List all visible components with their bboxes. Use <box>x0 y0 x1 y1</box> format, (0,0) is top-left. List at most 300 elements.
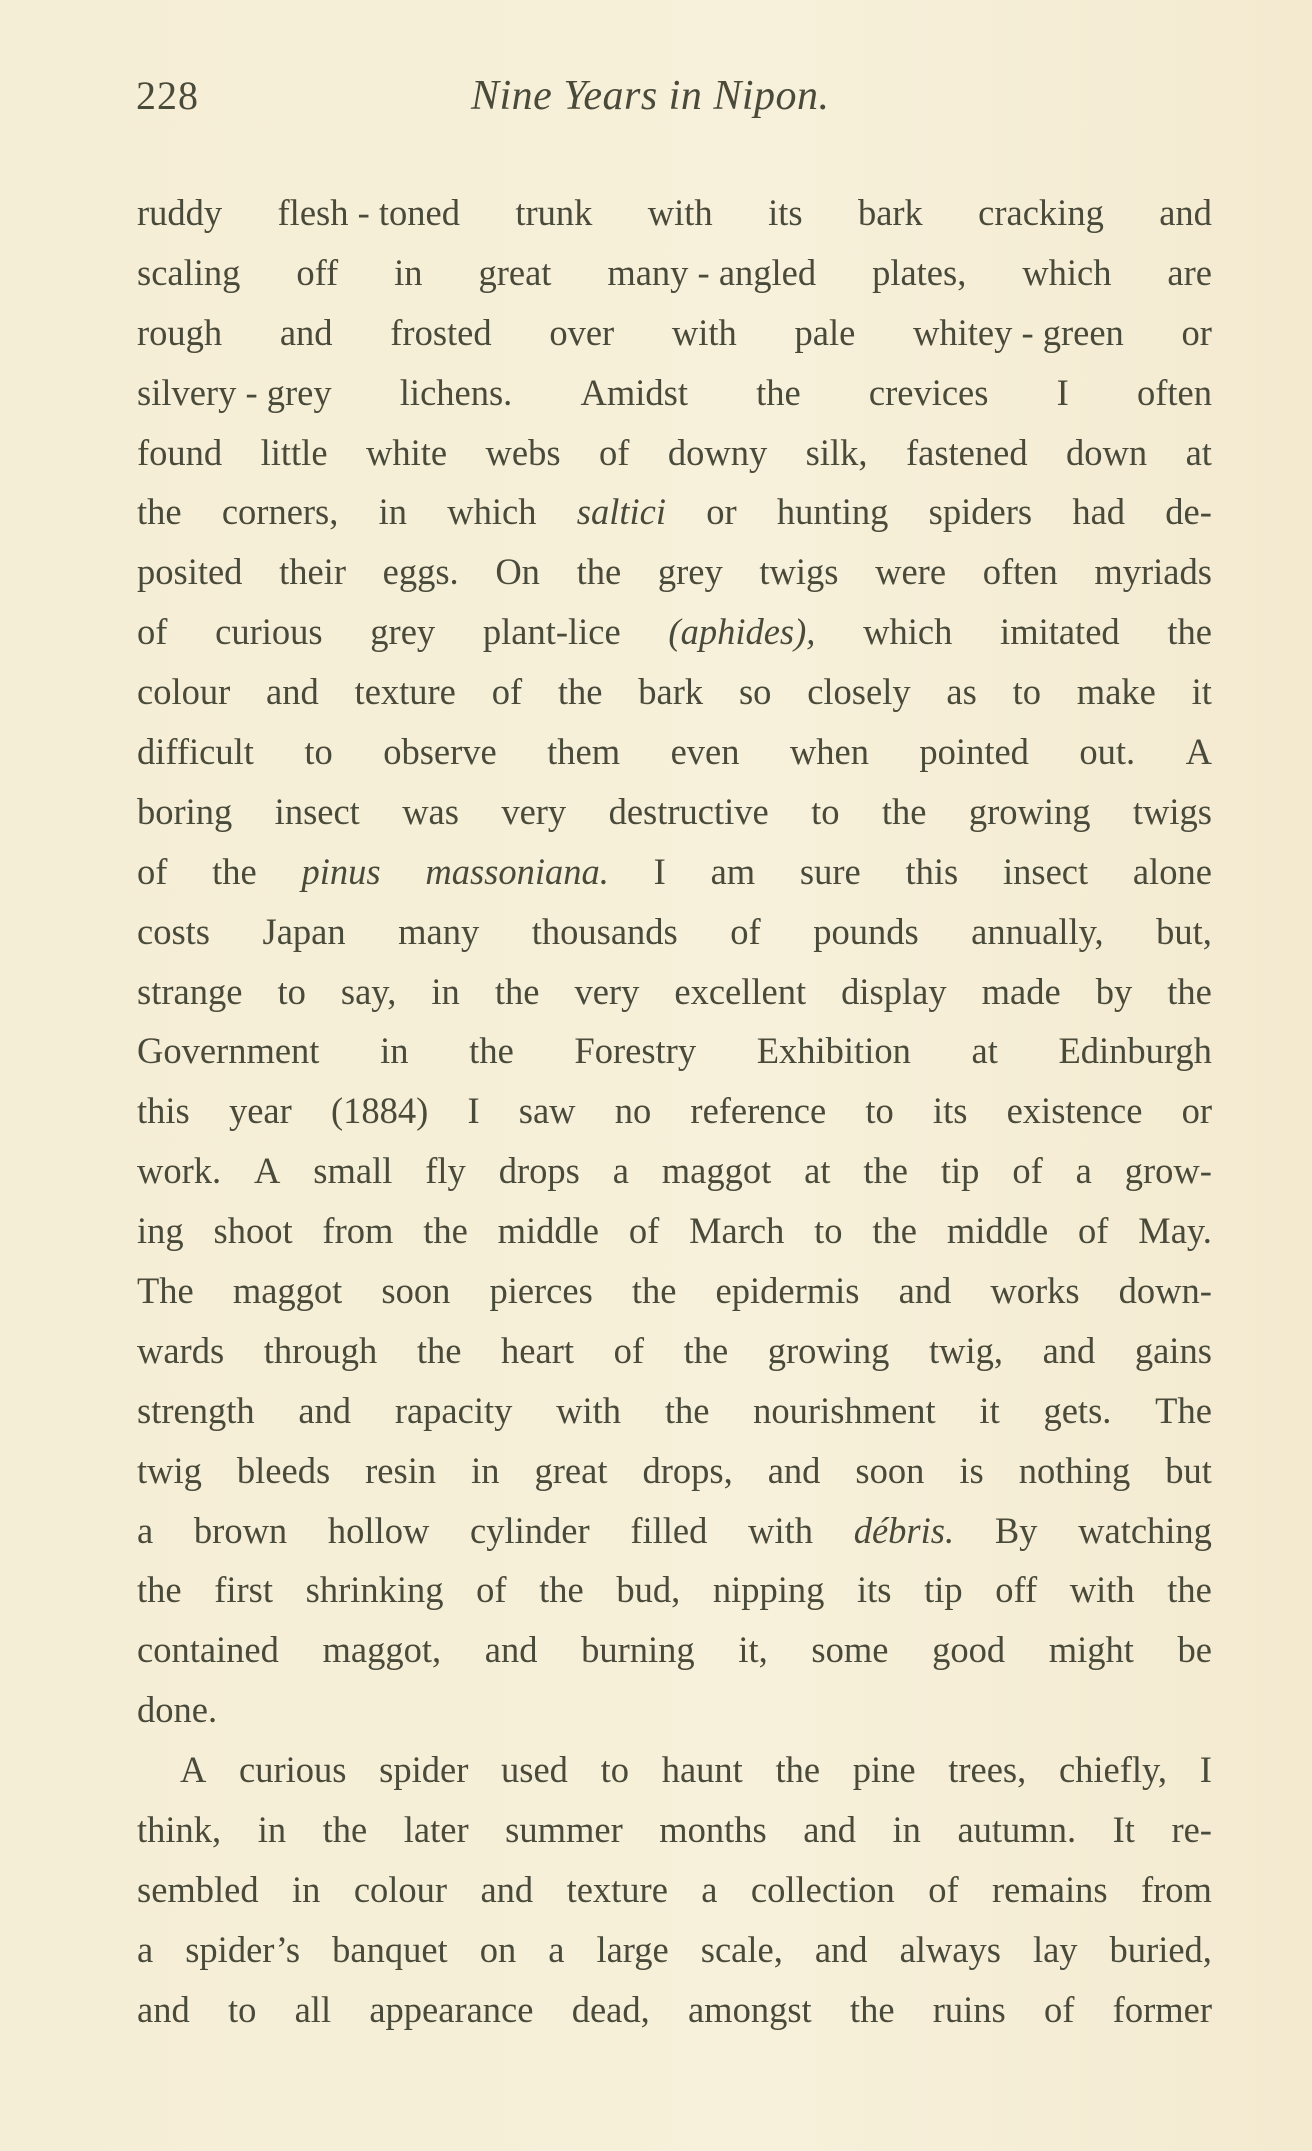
word: its <box>768 192 803 233</box>
word: its <box>932 1090 968 1132</box>
word: saltici <box>576 491 666 533</box>
word: little <box>260 431 328 473</box>
text-line <box>137 243 1212 303</box>
word: in <box>431 970 460 1012</box>
word: maggot, <box>322 1629 442 1671</box>
word: their <box>279 551 346 593</box>
word: soon <box>381 1270 451 1312</box>
word: a <box>1075 1150 1092 1192</box>
word: the <box>322 1809 368 1851</box>
word: imitated <box>1000 611 1120 653</box>
word: insect <box>274 790 360 832</box>
word: plates, <box>872 251 967 293</box>
word: watching <box>1078 1509 1212 1551</box>
word: a <box>701 1868 718 1910</box>
word: down- <box>1118 1270 1212 1312</box>
word: of <box>1078 1210 1109 1252</box>
word: are <box>1167 251 1212 293</box>
word: say, <box>340 970 397 1012</box>
word: (1884) <box>330 1090 429 1132</box>
word: drops, <box>642 1449 733 1491</box>
word: grow- <box>1124 1150 1212 1192</box>
word: with <box>748 1509 813 1551</box>
word: but <box>1165 1449 1212 1491</box>
text-line <box>137 842 1212 902</box>
word: which <box>1022 251 1112 293</box>
word: banquet <box>332 1928 448 1970</box>
word: display <box>841 970 947 1012</box>
word: had <box>1072 491 1126 533</box>
word: bark <box>857 192 923 233</box>
word: pale <box>794 311 856 353</box>
word: thousands <box>531 910 678 952</box>
word: was <box>402 790 459 832</box>
text-line <box>137 662 1212 722</box>
word: spiders <box>928 491 1033 533</box>
word: the <box>494 970 540 1012</box>
word: to <box>814 1210 843 1252</box>
word: and <box>137 1988 190 2030</box>
word: existence <box>1006 1090 1143 1132</box>
text-line <box>137 1680 1212 1740</box>
word: its <box>856 1569 892 1611</box>
word: and <box>484 1629 538 1671</box>
word: when <box>789 731 869 773</box>
word: I <box>653 850 666 892</box>
text-line <box>137 902 1212 962</box>
word: to <box>277 970 306 1012</box>
word: and <box>298 1389 352 1431</box>
word: them <box>547 731 621 773</box>
word: webs <box>485 431 561 473</box>
word: even <box>670 731 740 773</box>
word: autumn. <box>957 1809 1077 1851</box>
text-line <box>137 1740 1212 1800</box>
word: the <box>683 1329 729 1371</box>
word: re- <box>1171 1809 1212 1851</box>
text-line <box>137 1081 1212 1141</box>
word: white <box>365 431 448 473</box>
word: with <box>1069 1569 1135 1611</box>
word: rough <box>137 311 223 353</box>
word: summer <box>505 1809 623 1851</box>
word: from <box>322 1210 394 1252</box>
word: be <box>1177 1629 1212 1671</box>
word: appearance <box>369 1988 534 2030</box>
word: which <box>447 491 537 533</box>
word: of <box>928 1868 959 1910</box>
word: cracking <box>978 192 1104 233</box>
text-line <box>137 602 1212 662</box>
word: remains <box>992 1868 1108 1910</box>
word: it <box>979 1389 1000 1431</box>
word: and <box>803 1809 856 1851</box>
text-line <box>137 183 1212 243</box>
word: rapacity <box>394 1389 513 1431</box>
word: Japan <box>262 910 346 952</box>
text-line <box>137 1021 1212 1081</box>
word: annually, <box>971 910 1104 952</box>
word: the <box>469 1030 514 1072</box>
word: insect <box>1002 850 1089 892</box>
word: to <box>1012 671 1041 713</box>
word: downy <box>667 431 768 473</box>
word: through <box>263 1329 378 1371</box>
word: or <box>706 491 737 533</box>
word: the <box>863 1150 908 1192</box>
word: so <box>738 671 772 713</box>
word: in <box>380 1030 409 1072</box>
word: to <box>304 731 333 773</box>
text-line <box>137 1201 1212 1261</box>
word: with <box>556 1389 622 1431</box>
page-number: 228 <box>136 73 199 118</box>
word: great <box>534 1449 608 1491</box>
word: pounds <box>813 910 919 952</box>
word: by <box>1095 970 1133 1012</box>
word: The <box>1155 1389 1212 1431</box>
word: (aphides), <box>668 611 816 653</box>
word: plant-lice <box>482 611 621 653</box>
word: shrinking <box>305 1569 444 1611</box>
word: corners, <box>221 491 339 533</box>
word: a <box>612 1150 629 1192</box>
word: off <box>995 1569 1038 1611</box>
word: off <box>296 251 339 293</box>
word: wards <box>137 1329 225 1371</box>
word: strange <box>137 970 243 1012</box>
word: in <box>892 1809 921 1851</box>
word: Edinburgh <box>1058 1030 1212 1072</box>
word: scaling <box>137 251 241 293</box>
word: and <box>279 311 333 353</box>
word: frosted <box>390 311 492 353</box>
word: of <box>628 1210 660 1252</box>
word: make <box>1076 671 1156 713</box>
word: of <box>1012 1150 1043 1192</box>
word: curious <box>239 1749 347 1791</box>
word: large <box>596 1928 669 1970</box>
word: in <box>394 251 423 293</box>
word: tip <box>924 1569 963 1611</box>
word: no <box>614 1090 652 1132</box>
word: in <box>471 1449 500 1491</box>
text-line <box>137 1860 1212 1920</box>
word: crevices <box>868 371 989 413</box>
word: this <box>137 1090 190 1132</box>
word: it <box>1191 671 1212 713</box>
word: ruins <box>932 1988 1006 2030</box>
word: some <box>811 1629 889 1671</box>
word: of <box>491 671 523 713</box>
word: and <box>898 1270 952 1312</box>
word: the <box>872 1210 917 1252</box>
word: year <box>228 1090 292 1132</box>
text-line <box>137 1141 1212 1201</box>
word: down <box>1066 431 1148 473</box>
word: scale, <box>700 1928 783 1970</box>
word: might <box>1048 1629 1134 1671</box>
word: collection <box>750 1868 895 1910</box>
word: eggs. <box>382 551 459 593</box>
word: boring <box>137 790 233 832</box>
running-head <box>136 72 1216 132</box>
word: I <box>467 1090 480 1132</box>
word: hunting <box>776 491 889 533</box>
text-line <box>137 1560 1212 1620</box>
word: The <box>137 1270 194 1312</box>
word: former <box>1112 1988 1212 2030</box>
word: By <box>994 1509 1038 1551</box>
word: pine <box>852 1749 916 1791</box>
word: amongst <box>687 1988 812 2030</box>
word: nipping <box>712 1569 825 1611</box>
word: drops <box>498 1150 580 1192</box>
word: often <box>982 551 1058 593</box>
word: of <box>613 1329 644 1371</box>
word: de- <box>1165 491 1212 533</box>
word: this <box>905 850 959 892</box>
word: contained <box>137 1629 279 1671</box>
word: bark <box>638 671 704 713</box>
word: maggot <box>661 1150 772 1192</box>
word: I <box>1056 371 1069 413</box>
word: the <box>557 671 603 713</box>
word: sembled <box>137 1868 259 1910</box>
word: many - angled <box>607 251 817 293</box>
word: A <box>1185 731 1212 773</box>
word: but, <box>1156 910 1212 952</box>
word: the <box>631 1270 677 1312</box>
word: always <box>899 1928 1001 1970</box>
word: alone <box>1132 850 1212 892</box>
body-text <box>137 183 1212 2040</box>
word: growing <box>968 790 1091 832</box>
word: pointed <box>919 731 1029 773</box>
word: and <box>480 1868 534 1910</box>
word: am <box>710 850 756 892</box>
word: nothing <box>1018 1449 1131 1491</box>
word: burning <box>581 1629 695 1671</box>
text-line <box>137 1261 1212 1321</box>
word: the <box>775 1749 821 1791</box>
word: done. <box>137 1689 218 1731</box>
running-title: Nine Years in Nipon. <box>471 73 830 119</box>
word: the <box>416 1329 462 1371</box>
word: twigs <box>759 551 839 593</box>
word: found <box>137 431 223 473</box>
word: at <box>971 1030 998 1072</box>
word: soon <box>855 1449 925 1491</box>
word: curious <box>215 611 323 653</box>
word: the <box>423 1210 468 1252</box>
text-line <box>137 1381 1212 1441</box>
word: grey <box>657 551 723 593</box>
word: A <box>254 1150 281 1192</box>
word: good <box>932 1629 1006 1671</box>
word: gets. <box>1043 1389 1112 1431</box>
word: tip <box>940 1150 980 1192</box>
word: texture <box>566 1868 668 1910</box>
word: with <box>647 192 713 233</box>
word: and <box>814 1928 868 1970</box>
word: from <box>1140 1868 1212 1910</box>
word: the <box>576 551 622 593</box>
word: is <box>959 1449 984 1491</box>
word: destructive <box>608 790 769 832</box>
word: and <box>767 1449 821 1491</box>
word: in <box>257 1809 287 1851</box>
word: the <box>539 1569 584 1611</box>
word: it, <box>738 1629 768 1671</box>
word: work. <box>137 1150 222 1192</box>
word: texture <box>354 671 456 713</box>
word: flesh - toned <box>277 192 460 233</box>
word: It <box>1112 1809 1135 1851</box>
text-line <box>137 1980 1212 2040</box>
word: very <box>574 970 640 1012</box>
word: excellent <box>674 970 807 1012</box>
word: out. <box>1079 731 1136 773</box>
word: Forestry <box>574 1030 697 1072</box>
word: with <box>671 311 737 353</box>
word: the <box>212 850 257 892</box>
word: pinus <box>301 850 381 892</box>
word: whitey - green <box>913 311 1124 353</box>
word: posited <box>137 551 243 593</box>
word: spider <box>379 1749 469 1791</box>
word: twig, <box>928 1329 1003 1371</box>
word: of <box>730 910 761 952</box>
word: a <box>548 1928 565 1970</box>
word: at <box>1185 431 1212 473</box>
word: works <box>990 1270 1080 1312</box>
word: of <box>598 431 630 473</box>
word: the <box>1167 1569 1212 1611</box>
word: of <box>1044 1988 1075 2030</box>
word: maggot <box>232 1270 343 1312</box>
word: to <box>865 1090 894 1132</box>
word: buried, <box>1109 1928 1212 1970</box>
word: all <box>294 1988 332 2030</box>
word: to <box>811 790 840 832</box>
word: trunk <box>515 192 593 233</box>
word: closely <box>807 671 911 713</box>
word: months <box>659 1809 767 1851</box>
word: débris. <box>853 1509 955 1551</box>
word: the <box>664 1389 710 1431</box>
word: small <box>313 1150 393 1192</box>
word: of <box>137 611 168 653</box>
word: nourishment <box>753 1389 936 1431</box>
text-line <box>137 542 1212 602</box>
word: or <box>1181 311 1212 353</box>
word: later <box>403 1809 469 1851</box>
word: sure <box>799 850 861 892</box>
word: pierces <box>489 1270 593 1312</box>
word: dead, <box>571 1988 650 2030</box>
word: colour <box>353 1868 448 1910</box>
text-line <box>137 1620 1212 1680</box>
word: and <box>1042 1329 1096 1371</box>
word: grey <box>370 611 436 653</box>
word: Amidst <box>580 371 688 413</box>
word: silk, <box>805 431 868 473</box>
word: made <box>981 970 1061 1012</box>
word: spider’s <box>185 1928 301 1970</box>
word: the <box>137 491 182 533</box>
word: epidermis <box>715 1270 860 1312</box>
word: May. <box>1138 1210 1212 1252</box>
word: ing <box>137 1210 184 1252</box>
word: and <box>1159 192 1212 233</box>
word: a <box>137 1928 154 1970</box>
word: gains <box>1134 1329 1212 1371</box>
word: twig <box>137 1449 202 1491</box>
word: the <box>849 1988 895 2030</box>
text-line <box>137 303 1212 363</box>
word: on <box>479 1928 517 1970</box>
word: bud, <box>616 1569 681 1611</box>
word: in <box>292 1868 321 1910</box>
word: lichens. <box>399 371 513 413</box>
word: costs <box>137 910 210 952</box>
word: observe <box>383 731 497 773</box>
word: used <box>501 1749 568 1791</box>
word: middle <box>497 1210 599 1252</box>
word: heart <box>501 1329 574 1371</box>
word: saw <box>518 1090 576 1132</box>
word: the <box>137 1569 182 1611</box>
word: and <box>266 671 319 713</box>
text-line <box>137 1441 1212 1501</box>
text-line <box>137 1501 1212 1561</box>
word: haunt <box>661 1749 743 1791</box>
word: were <box>875 551 947 593</box>
word: colour <box>137 671 231 713</box>
word: lay <box>1032 1928 1078 1970</box>
word: Government <box>137 1030 320 1072</box>
word: first <box>214 1569 273 1611</box>
word: twigs <box>1132 790 1212 832</box>
word: difficult <box>137 731 254 773</box>
text-line <box>137 962 1212 1022</box>
word: On <box>495 551 540 593</box>
text-line <box>137 1920 1212 1980</box>
word: brown <box>193 1509 288 1551</box>
word: March <box>689 1210 785 1252</box>
word: many <box>398 910 480 952</box>
word: in <box>378 491 408 533</box>
word: a <box>137 1509 154 1551</box>
word: to <box>600 1749 630 1791</box>
text-line <box>137 1800 1212 1860</box>
word: Exhibition <box>756 1030 911 1072</box>
text-line <box>137 363 1212 423</box>
word: cylinder <box>470 1509 590 1551</box>
word: A <box>180 1749 207 1791</box>
word: myriads <box>1094 551 1212 593</box>
text-line <box>137 782 1212 842</box>
word: the <box>881 790 927 832</box>
word: shoot <box>213 1210 293 1252</box>
word: hollow <box>327 1509 430 1551</box>
word: ruddy <box>137 192 223 233</box>
word: bleeds <box>236 1449 331 1491</box>
word: I <box>1199 1749 1212 1791</box>
text-line <box>137 1321 1212 1381</box>
word: resin <box>365 1449 437 1491</box>
